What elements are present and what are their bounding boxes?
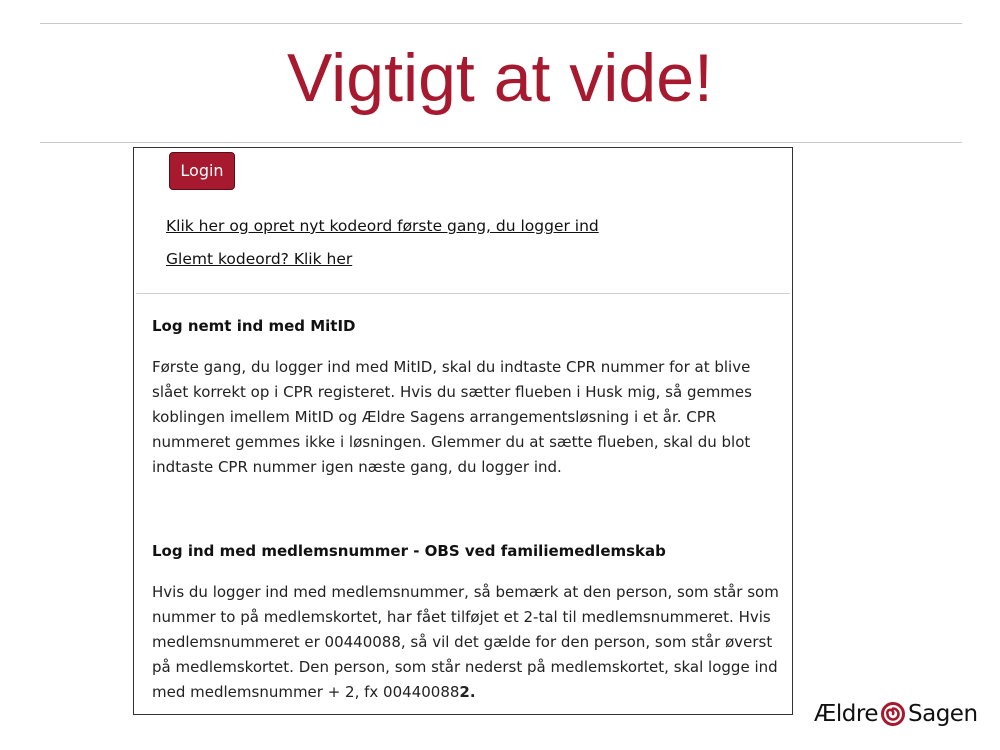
login-panel-screenshot [133,147,793,715]
aeldre-sagen-logo [814,698,978,730]
slide-title: Vigtigt at vide! [287,40,713,116]
logo-text-right: Sagen [908,701,978,727]
panel-divider [136,293,790,294]
mitid-section-text: Første gang, du logger ind med MitID, skal du indtaste CPR nummer for at blive slået korrekt op i CPR registeret. Hvis du sætter flueben i Husk mig, så gemmes koblingen imellem MitID og Ældre Sagens arrangementsløsning i et år. CPR nummeret gemmes ikke i løsningen. Glemmer du at sætte flueben, skal du blot indtaste CPR nummer igen næste gang, du logger ind. [152,358,752,476]
member-number-section-text [152,580,784,705]
member-number-bold-suffix: 2. [459,683,476,701]
create-password-link[interactable]: Klik her og opret nyt kodeord første gang, du logger ind [166,217,599,235]
forgot-password-link[interactable]: Glemt kodeord? Klik her [166,250,353,268]
logo-text-left: Ældre [814,701,878,727]
member-number-text-body: Hvis du logger ind med medlemsnummer, så bemærk at den person, som står som nummer to på medlemskortet, har fået tilføjet et 2-tal til medlemsnummeret. Hvis medlemsnummeret er 00440088, så vil det gælde for den person, som står øverst på medlemskortet. Den person, som står nederst på medlemskortet, skal logge ind med medlemsnummer + 2, fx 00440088 [152,583,779,701]
swirl-logo-icon [881,702,905,726]
member-number-section-heading: Log ind med medlemsnummer - OBS ved familiemedlemskab [152,542,666,560]
login-button[interactable]: Login [169,152,235,190]
top-divider-line [40,23,962,24]
title-divider-line [40,142,962,143]
mitid-section-heading: Log nemt ind med MitID [152,317,356,335]
